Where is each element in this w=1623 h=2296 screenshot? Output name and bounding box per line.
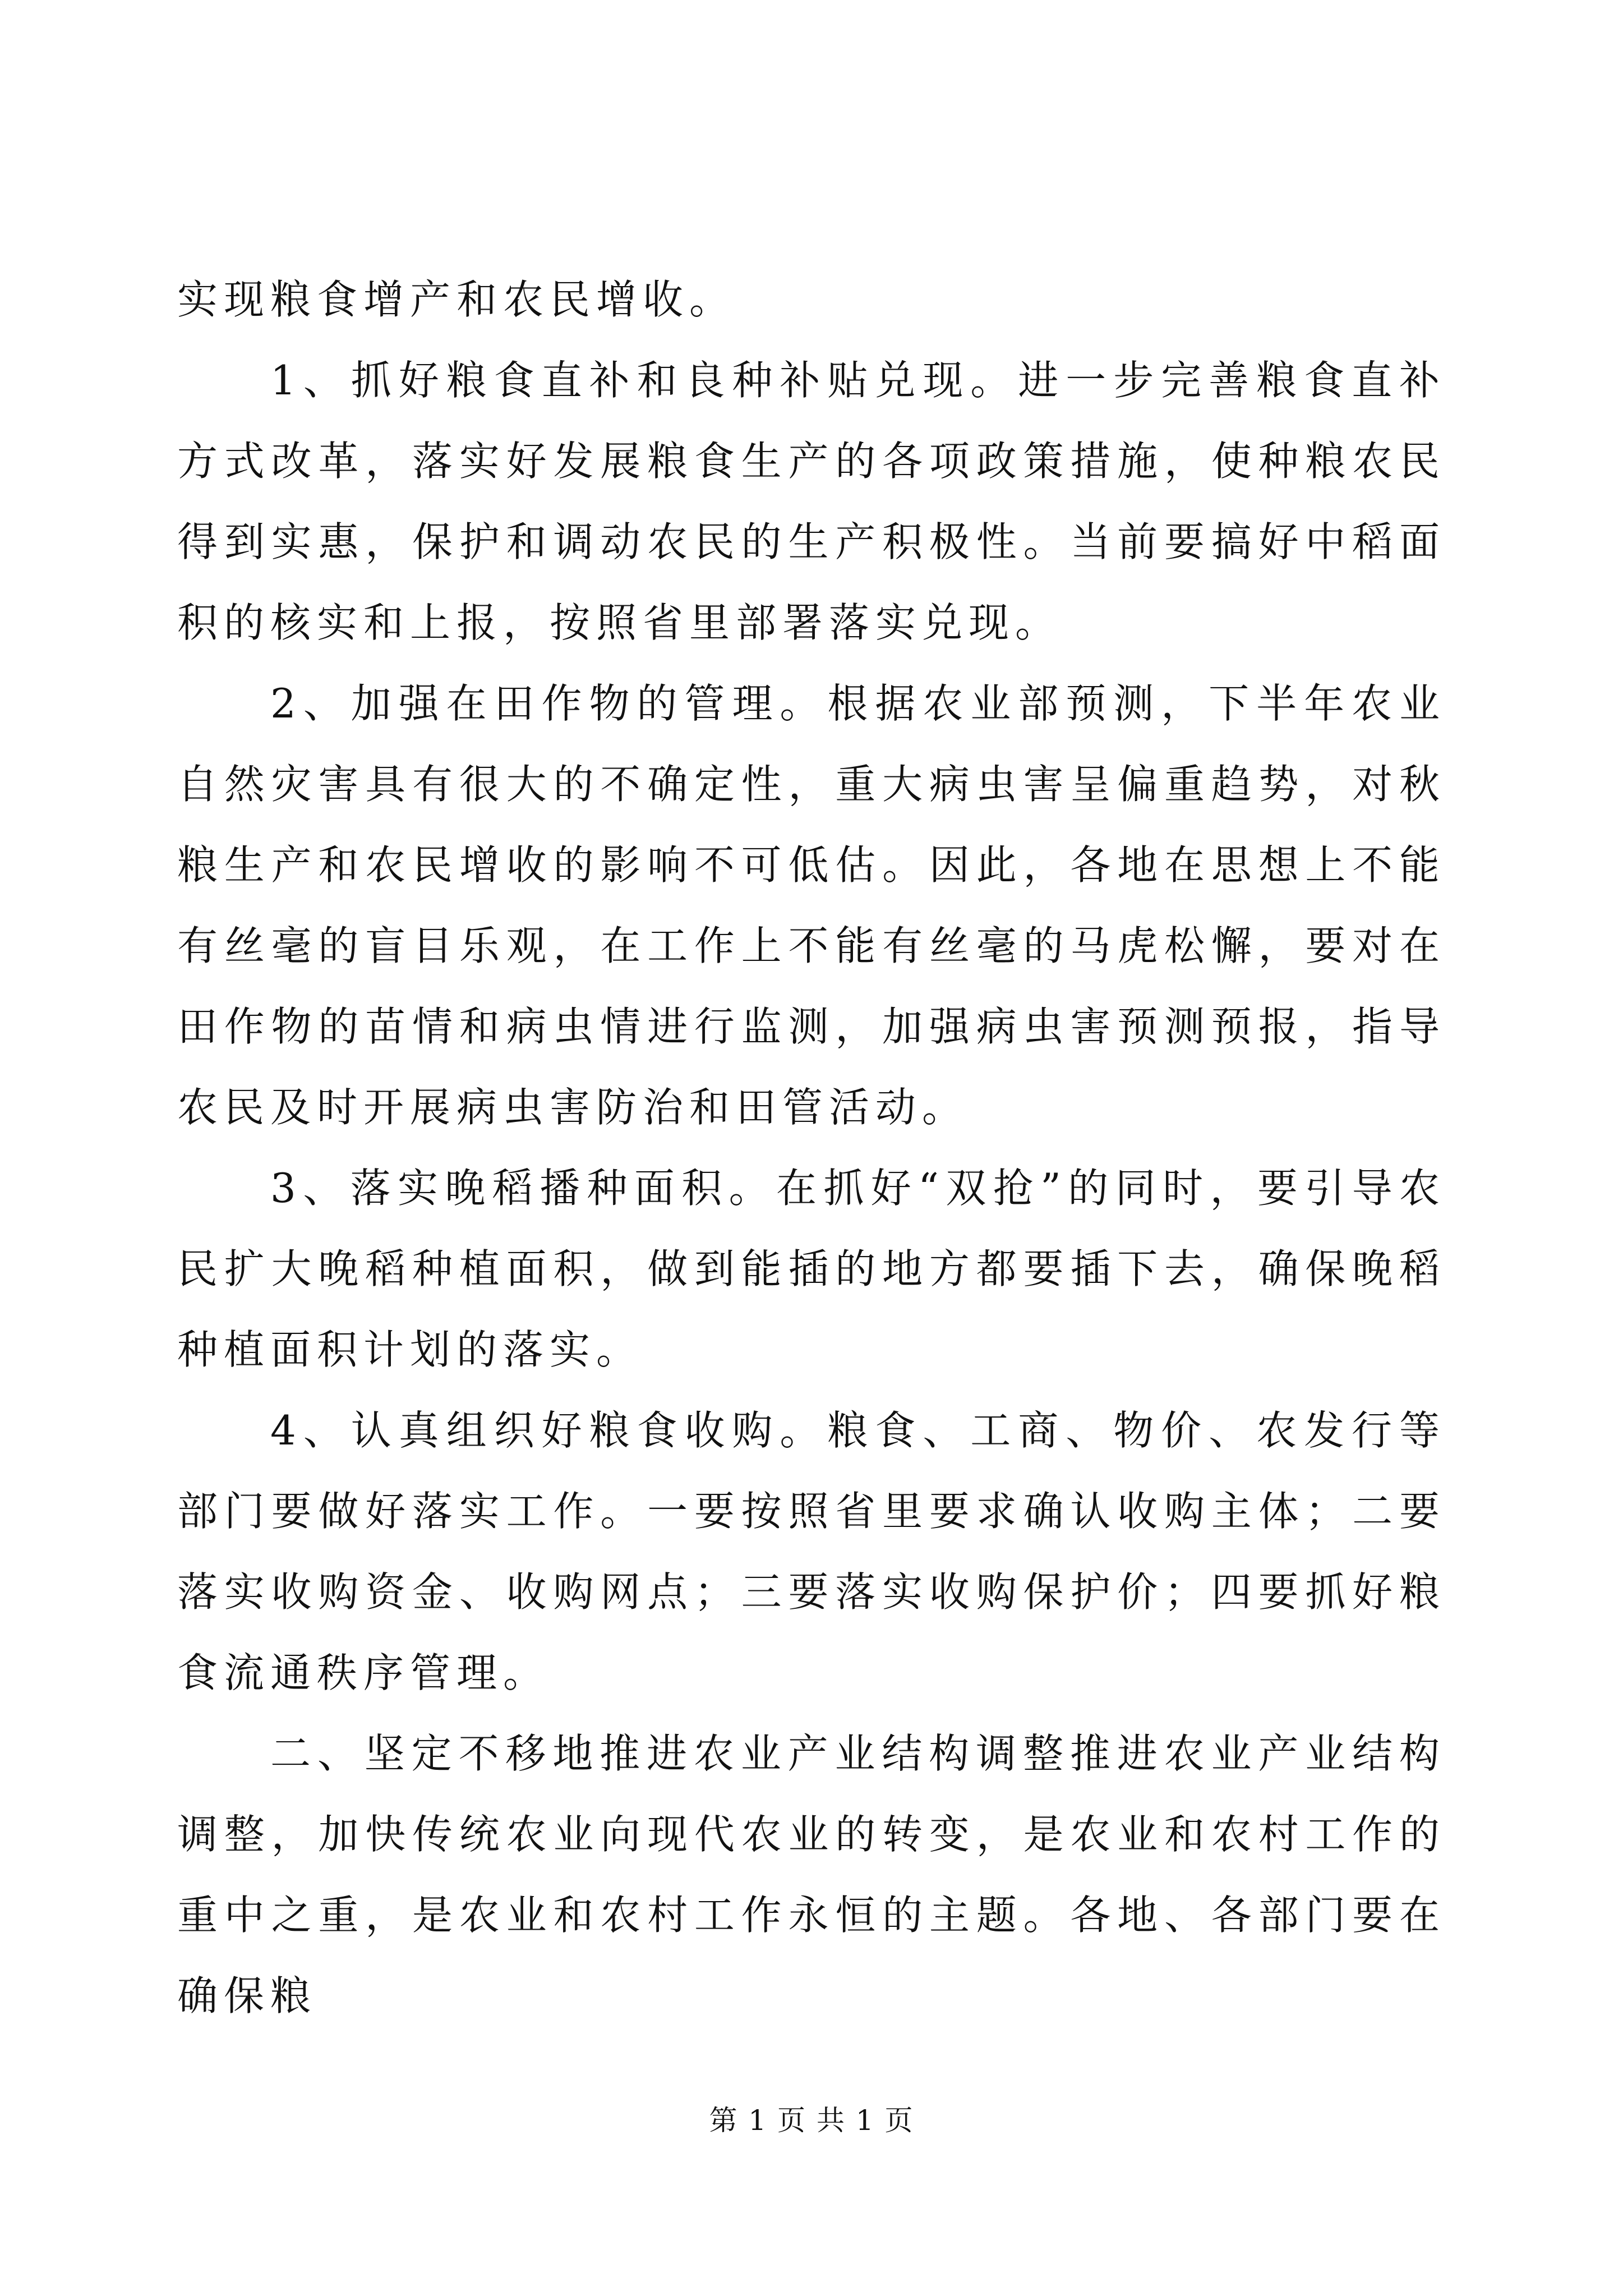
paragraph-item-2: 2、加强在田作物的管理。根据农业部预测，下半年农业自然灾害具有很大的不确定性，重大病虫害呈偏重趋势，对秋粮生产和农民增收的影响不可低估。因此，各地在思想上不能有丝毫的盲目乐观，在工作上不能有丝毫的马虎松懈，要对在田作物的苗情和病虫情进行监测，加强病虫害预测预报，指导农民及时开展病虫害防治和田管活动。 [177,680,1446,1131]
document-body [177,259,1446,2036]
page-footer: 第 1 页 共 1 页 [709,2104,914,2137]
paragraph-continuation: 实现粮食增产和农民增收。 [177,276,736,323]
paragraph-item-4: 4、认真组织好粮食收购。粮食、工商、物价、农发行等部门要做好落实工作。一要按照省里要求确认收购主体；二要落实收购资金、收购网点；三要落实收购保护价；四要抓好粮食流通秩序管理。 [177,1407,1446,1696]
paragraph-item-3: 3、落实晚稻播种面积。在抓好“双抢”的同时，要引导农民扩大晚稻种植面积，做到能插的地方都要插下去，确保晚稻种植面积计划的落实。 [177,1165,1446,1373]
paragraph-section-2: 二、坚定不移地推进农业产业结构调整推进农业产业结构调整，加快传统农业向现代农业的转变，是农业和农村工作的重中之重，是农业和农村工作永恒的主题。各地、各部门要在确保粮 [177,1730,1446,2019]
paragraph-item-1: 1、抓好粮食直补和良种补贴兑现。进一步完善粮食直补方式改革，落实好发展粮食生产的各项政策措施，使种粮农民得到实惠，保护和调动农民的生产积极性。当前要搞好中稻面积的核实和上报，按照省里部署落实兑现。 [177,357,1446,646]
